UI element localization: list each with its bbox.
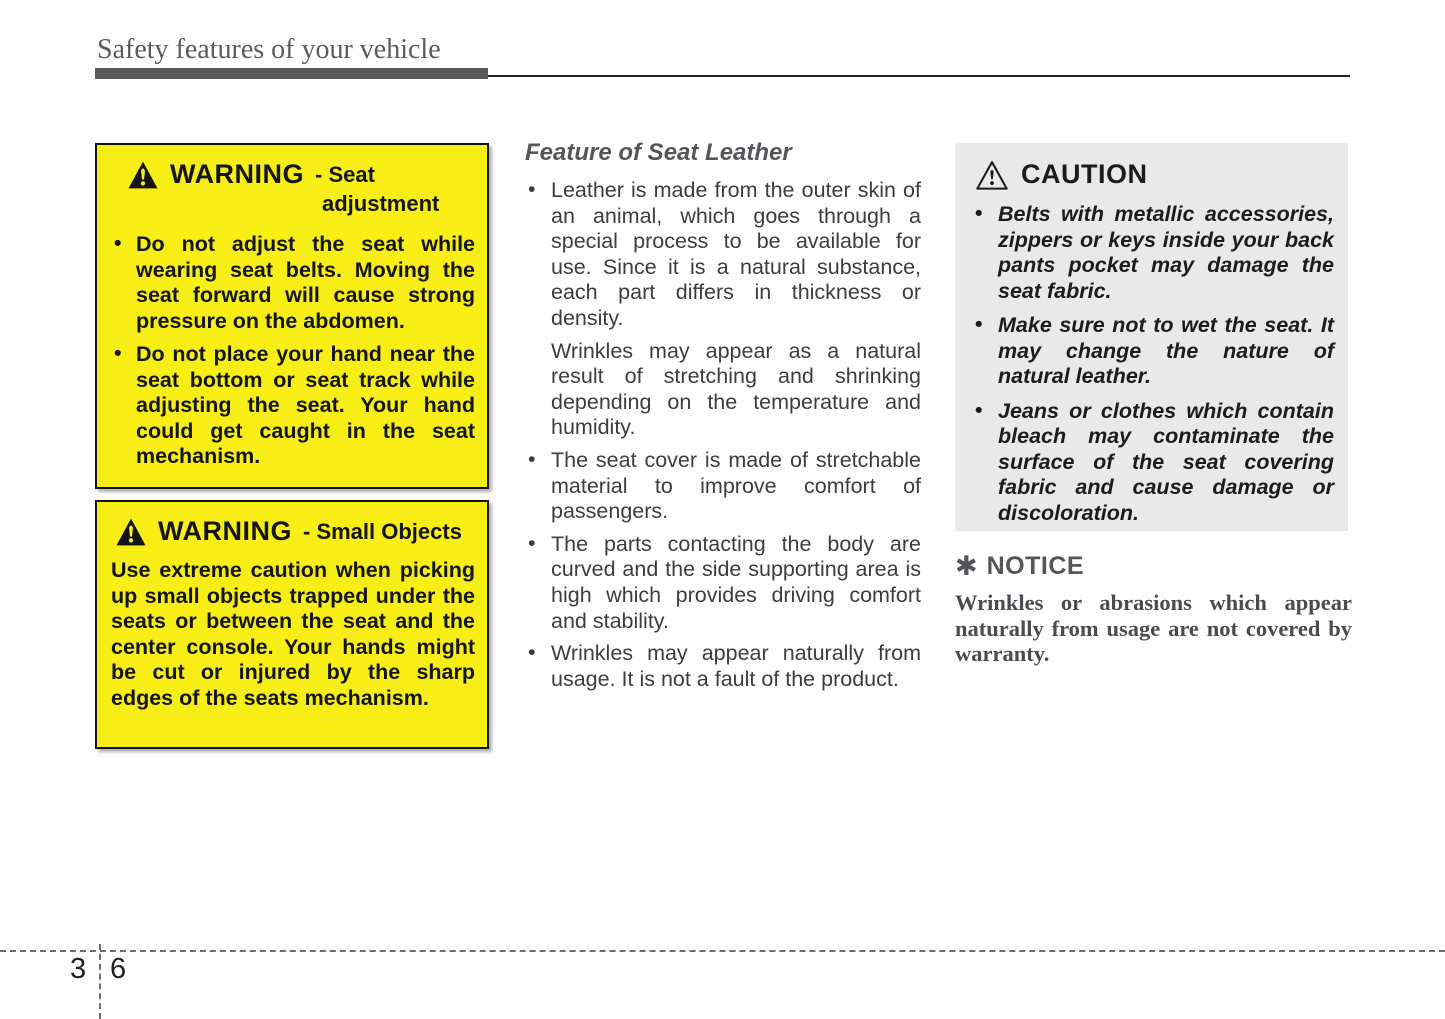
section-heading: Feature of Seat Leather xyxy=(525,139,792,166)
asterisk-icon: ✱ xyxy=(955,551,978,581)
warning-label: WARNING xyxy=(158,516,292,546)
warning-triangle-icon xyxy=(127,161,159,189)
warning-subject: - Small Objects xyxy=(303,518,462,544)
warning-bullet: • Do not place your hand near the seat bottom or seat track while adjusting the seat. Your hand could get caught in the seat mechanism. xyxy=(109,342,475,470)
warning-heading xyxy=(109,159,475,190)
warning-label: WARNING xyxy=(170,159,304,189)
warning-subject: - Seat xyxy=(315,161,375,187)
body-paragraph: Wrinkles may appear as a natural result of stretching and shrinking depending on the temperature and humidity. xyxy=(551,338,921,440)
title-rule-line xyxy=(488,75,1350,77)
caution-bullet: • Belts with metallic accessories, zippers or keys inside your back pants pocket may damage the seat fabric. xyxy=(969,202,1334,304)
caution-heading xyxy=(969,159,1334,190)
warning-subject-line2: adjustment xyxy=(322,191,440,216)
caution-box xyxy=(955,143,1348,531)
footer-chapter-number: 3 xyxy=(70,953,87,985)
body-bullet: • The seat cover is made of stretchable material to improve comfort of passengers. xyxy=(525,448,921,525)
title-underline-bar xyxy=(95,68,488,79)
caution-bullet: • Jeans or clothes which contain bleach may contaminate the surface of the seat covering fabric and cause damage or discoloration. xyxy=(969,399,1334,527)
notice-heading xyxy=(955,552,1352,581)
footer-dashed-line xyxy=(0,950,1445,952)
notice-label: NOTICE xyxy=(986,552,1085,580)
footer-vertical-dashed-line xyxy=(99,944,101,1019)
warning-box-seat-adjustment xyxy=(95,143,489,489)
warning-triangle-icon xyxy=(115,518,147,546)
warning-heading xyxy=(109,516,475,547)
notice-section xyxy=(955,552,1352,667)
caution-triangle-icon xyxy=(975,160,1009,190)
middle-column xyxy=(525,139,921,699)
warning-box-small-objects xyxy=(95,500,489,749)
footer-page-number: 6 xyxy=(110,953,127,985)
page-title: Safety features of your vehicle xyxy=(97,34,441,65)
warning-bullet: • Do not adjust the seat while wearing seat belts. Moving the seat forward will cause strong pressure on the abdomen. xyxy=(109,232,475,334)
body-bullet: • Wrinkles may appear naturally from usage. It is not a fault of the product. xyxy=(525,641,921,692)
body-bullet: • Leather is made from the outer skin of an animal, which goes through a special process to be available for use. Since it is a natural substance, each part differs in thickness or density. xyxy=(525,178,921,332)
caution-bullet: • Make sure not to wet the seat. It may change the nature of natural leather. xyxy=(969,313,1334,390)
caution-label: CAUTION xyxy=(1021,159,1148,189)
body-bullet: • The parts contacting the body are curved and the side supporting area is high which provides driving comfort and stability. xyxy=(525,532,921,634)
warning-body-text: Use extreme caution when picking up small objects trapped under the seats or between the seat and the center console. Your hands might be cut or injured by the sharp edges of the seats mechanism. xyxy=(111,558,475,710)
caution-bullet-list xyxy=(969,202,1334,526)
warning-bullet-list xyxy=(109,232,475,470)
notice-body-text: Wrinkles or abrasions which appear naturally from usage are not covered by warranty. xyxy=(955,590,1352,666)
